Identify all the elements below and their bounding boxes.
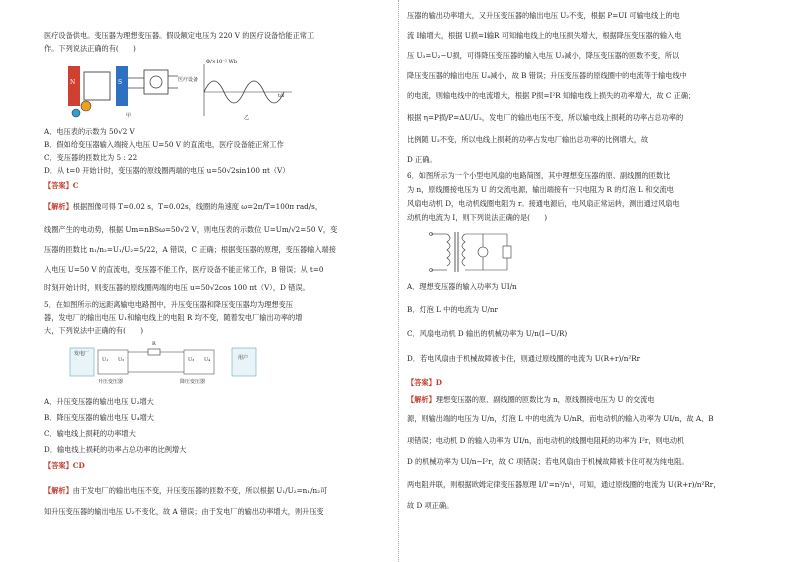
option-a: A．理想变压器的输入功率为 UI/n — [407, 282, 517, 291]
explanation-line: 【解析】理想变压器的原、副线圈的匝数比为 n，原线圈接电压为 U 的交流电 — [407, 395, 655, 404]
explanation-line: 知升压变压器的输出电压 U₂不变化，故 A 错误；由于发电厂的输出功率增大，则升压变 — [44, 507, 324, 516]
explanation-line: D 的机械功率为 UI/n−I²r，故 C 项错误；若电风扇由于机械故障被卡住可视为纯电阻。 — [407, 457, 689, 466]
text-line: 作。下列说法正确的有( ) — [44, 44, 136, 53]
explanation-line: 的电流，则输电线中的电流增大，根据 P损=I²R 知输电线上损失的功率增大，故 C 正确； — [407, 91, 696, 100]
answer-label: 【答案】C — [44, 181, 79, 190]
step-up-label: 升压变压器 — [98, 379, 124, 385]
u3-label: U₃ — [188, 357, 195, 363]
n-label: N — [70, 79, 76, 86]
explanation-line: 流 I输增大，根据 U损=I输R 可知输电线上的电压损失增大，根据降压变压器的输入电 — [407, 31, 682, 40]
explanation-line: 根据 η=P损/P=ΔU/U₂，发电厂的输出电压不变，所以输电线上损耗的功率占总功率的 — [407, 113, 684, 122]
explanation-line: 时刻开始计时，则变压器的原线圈两端的电压 u=50√2cos 100 πt（V），D 错误。 — [44, 283, 310, 292]
option-b: B．假如给变压器输入端接入电压 U=50 V 的直流电，医疗设备能正常工作 — [44, 140, 284, 149]
explanation-tag: 【解析】 — [407, 395, 436, 404]
y-axis-label: Φ/×10⁻² Wb — [206, 59, 237, 65]
option-d: D．输电线上损耗的功率占总功率的比例增大 — [44, 445, 187, 454]
option-d: D．从 t=0 开始计时，变压器的原线圈两端的电压 u=50√2sin100 πt（V） — [44, 166, 290, 175]
explanation-line: 入电压 U=50 V 的直流电，变压器不能工作，医疗设备不能正常工作，B 错误；从 t=0 — [44, 265, 324, 274]
question-6-line: 动机的电流为 I，则下列说法正确的是( ) — [407, 213, 548, 222]
u4-label: U₄ — [204, 357, 211, 363]
option-a: A．升压变压器的输出电压 U₂增大 — [44, 397, 154, 406]
user-label: 用户 — [238, 355, 249, 361]
transmission-circuit — [68, 340, 258, 392]
s-label: S — [118, 79, 123, 86]
explanation-line: 压器的匝数比 n₁/n₂=U₁/U₂=5/22，A 错误，C 正确；根据变压器的原理，变压器输入端接 — [44, 245, 336, 254]
explanation-tag: 【解析】 — [44, 486, 73, 495]
flux-graph — [196, 60, 296, 124]
plant-label: 发电厂 — [74, 351, 90, 357]
column-divider — [398, 0, 399, 562]
option-d: D．若电风扇由于机械故障被卡住，则通过原线圈的电流为 U(R+r)/n²Rr — [407, 354, 641, 363]
question-5-line: 器，发电厂的输出电压 U₁和输电线上的电阻 R 均不变，随着发电厂输出功率的增 — [44, 313, 303, 322]
device-label: 医疗设备 — [178, 77, 199, 83]
text-line: 医疗设备供电。变压器为理想变压器。假设额定电压为 220 V 的医疗设备恰能正常工 — [44, 31, 315, 40]
left-column — [44, 0, 366, 562]
option-b: B．降压变压器的输出电压 U₄增大 — [44, 413, 154, 422]
r-label: R — [152, 341, 156, 347]
explanation-line: 故 D 项正确。 — [407, 501, 454, 510]
u1-label: U₁ — [102, 357, 109, 363]
explanation-line: 【解析】根据图像可得 T=0.02 s，T=0.02s，线圈的角速度 ω=2π/T=100π rad/s， — [44, 202, 323, 211]
step-down-label: 降压变压器 — [180, 379, 206, 385]
explanation-line: D 正确。 — [407, 155, 437, 164]
explanation-line: 【解析】由于发电厂的输出电压不变，升压变压器的匝数不变，所以根据 U₁/U₂=n₁/n₂可 — [44, 486, 328, 495]
jia-label: 甲 — [126, 113, 132, 119]
magnet-n — [68, 66, 80, 106]
u2-label: U₂ — [118, 357, 125, 363]
explanation-line: 源，则输出端的电压为 U/n，灯泡 L 中的电流为 U/nR，而电动机的输入功率为 UI/n，故 A、B — [407, 414, 714, 423]
question-5: 5．在如图所示的远距离输电电路图中，升压变压器和降压变压器均为理想变压 — [44, 300, 293, 309]
generator-figure — [66, 58, 201, 123]
question-6: 6．如图所示为一个小型电风扇的电路简图，其中理想变压器的原、副线圈的匝数比 — [407, 171, 671, 180]
explanation-line: 压器的输出功率增大，又升压变压器的输出电压 U₂不变，根据 P=UI 可输电线上的电 — [407, 11, 680, 20]
option-c: C．风扇电动机 D 输出的机械功率为 U/n(I−U/R) — [407, 329, 568, 338]
explanation-line: 降压变压器的输出电压 U₄减小，故 B 错误；升压变压器的原线圈中的电流等于输电线中 — [407, 71, 687, 80]
yi-label: 乙 — [244, 115, 250, 121]
explanation-tag: 【解析】 — [44, 202, 73, 211]
answer-label: 【答案】D — [407, 378, 442, 387]
option-c: C．输电线上损耗的功率增大 — [44, 429, 136, 438]
right-column — [407, 0, 735, 562]
option-c: C．变压器的匝数比为 5 : 22 — [44, 153, 138, 162]
explanation-line: 线圈产生的电动势，根据 Um=nBSω=50√2 V，则电压表的示数位 U=Um/√2=50 V，变 — [44, 225, 338, 234]
x-axis-label: t/s — [278, 93, 285, 99]
answer-label: 【答案】CD — [44, 461, 85, 470]
explanation-line: 压 U₃=U₂−U损，可得降压变压器的输入电压 U₃减小，降压变压器的匝数不变，所以 — [407, 51, 680, 60]
question-6-line: 为 n，原线圈接电压为 U 的交流电源，输出端接有一只电阻为 R 的灯泡 L 和交流电 — [407, 185, 674, 194]
option-b: B．灯泡 L 中的电流为 U/nr — [407, 305, 498, 314]
explanation-line: 两电阻并联，则根据欧姆定律变压器原理 I/I'=n²/n¹，可知，通过原线圈的电流为 U(R+r)/n²Rr， — [407, 480, 721, 489]
question-6-line: 风扇电动机 D，电动机线圈电阻为 r。接通电源后，电风扇正常运转，测出通过风扇电 — [407, 199, 680, 208]
question-5-line: 大，下列说法中正确的有( ) — [44, 326, 144, 335]
magnet-s — [116, 66, 128, 106]
explanation-line: 项错误；电动机 D 的输入功率为 UI/n，而电动机的线圈电阻耗的功率为 I²r，则电动机 — [407, 436, 685, 445]
fan-circuit — [427, 228, 517, 276]
option-a: A．电压表的示数为 50√2 V — [44, 127, 135, 136]
explanation-line: 比例随 U₂不变，所以电线上损耗的功率占发电厂输出总功率的比例增大，故 — [407, 135, 649, 144]
